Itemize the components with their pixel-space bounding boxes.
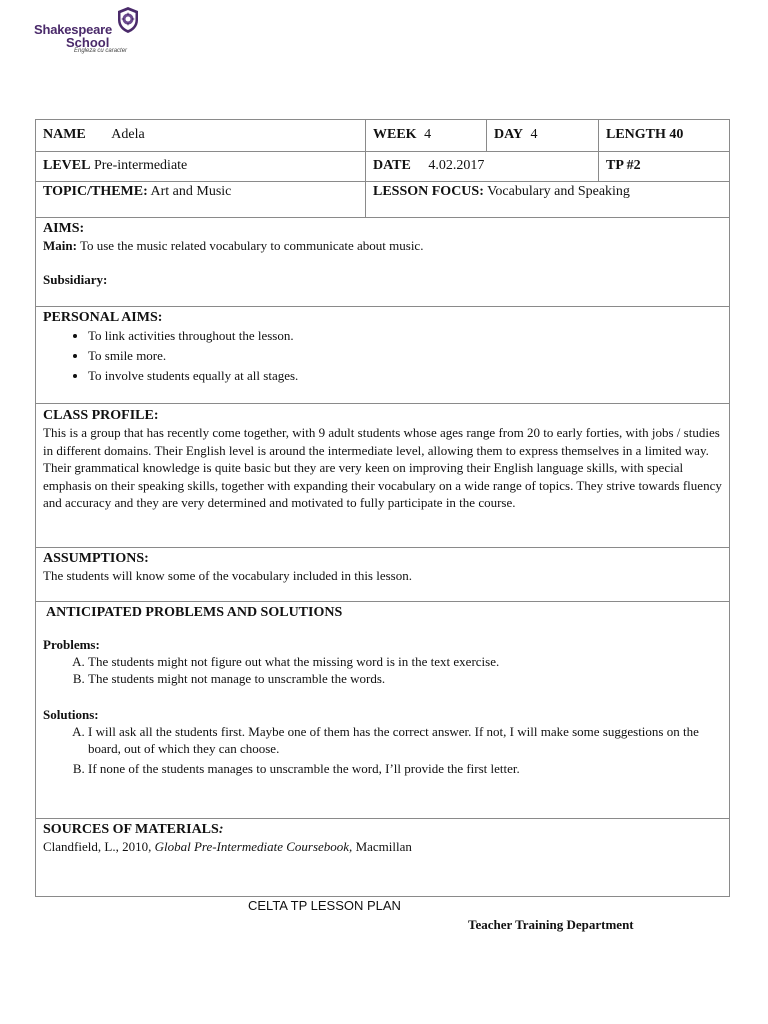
document-title: CELTA TP LESSON PLAN xyxy=(248,898,401,913)
date-value: 4.02.2017 xyxy=(428,158,485,173)
tp-label: TP #2 xyxy=(606,158,641,173)
sources-section xyxy=(36,819,730,897)
aims-section xyxy=(36,218,730,307)
topic-value: Art and Music xyxy=(150,184,232,199)
week-cell xyxy=(366,120,487,152)
coursebook-title: Global Pre-Intermediate Coursebook, xyxy=(154,839,353,854)
name-label: NAME xyxy=(43,127,86,142)
main-aim-label: Main: xyxy=(43,238,77,253)
personal-aims-section xyxy=(36,307,730,404)
length-cell xyxy=(599,120,730,152)
focus-label: LESSON FOCUS: xyxy=(373,184,484,199)
school-logo xyxy=(32,6,152,56)
topic-cell xyxy=(36,182,366,218)
main-aim-text: To use the music related vocabulary to communicate about music. xyxy=(79,238,424,253)
week-label: WEEK xyxy=(373,127,417,142)
level-value: Pre-intermediate xyxy=(93,158,188,173)
logo-tagline: Engleza cu caracter xyxy=(74,48,128,54)
length-value: 40 xyxy=(669,127,684,142)
list-item: A. The students might not figure out what the missing word is in the text exercise. xyxy=(88,653,722,670)
day-value: 4 xyxy=(530,127,538,142)
problems-label: Problems: xyxy=(43,637,100,652)
aims-title: AIMS: xyxy=(43,221,85,236)
level-label: LEVEL xyxy=(43,158,91,173)
problems-solutions-section xyxy=(36,602,730,819)
day-label: DAY xyxy=(494,127,524,142)
sources-citation: Clandfield, L., 2010, Global Pre-Intermediate Coursebook, Macmillan xyxy=(43,839,412,854)
level-cell xyxy=(36,152,366,182)
list-item: • To smile more. xyxy=(88,348,722,364)
list-item: • To link activities throughout the lesson. xyxy=(88,328,722,344)
list-item: A. I will ask all the students first. Maybe one of them has the correct answer. If not, I will make some suggestions on the board, out of which they can choose. xyxy=(88,723,722,757)
assumptions-text: The students will know some of the vocabulary included in this lesson. xyxy=(43,568,412,583)
list-item: B. The students might not manage to unscramble the words. xyxy=(88,670,722,687)
tp-cell xyxy=(599,152,730,182)
crest-icon xyxy=(116,6,140,34)
assumptions-section xyxy=(36,548,730,602)
topic-label: TOPIC/THEME: xyxy=(43,184,148,199)
week-value: 4 xyxy=(424,127,432,142)
focus-value: Vocabulary and Speaking xyxy=(487,184,630,199)
focus-cell xyxy=(366,182,730,218)
date-cell xyxy=(366,152,599,182)
assumptions-title: ASSUMPTIONS: xyxy=(43,551,149,566)
name-cell xyxy=(36,120,366,152)
solutions-list xyxy=(43,723,722,777)
list-item: B. If none of the students manages to unscramble the word, I’ll provide the first letter. xyxy=(88,760,722,777)
sources-title: SOURCES OF MATERIALS: xyxy=(43,822,224,837)
name-value: Adela xyxy=(111,127,145,142)
day-cell xyxy=(487,120,599,152)
logo-name-line2: School xyxy=(66,35,110,50)
personal-aims-list xyxy=(43,328,722,384)
logo-name-line1: Shakespeare xyxy=(34,22,113,37)
solutions-label: Solutions: xyxy=(43,707,99,722)
date-label: DATE xyxy=(373,158,411,173)
length-label: LENGTH xyxy=(606,127,666,142)
problems-list xyxy=(43,653,722,687)
personal-aims-title: PERSONAL AIMS: xyxy=(43,310,163,325)
department-name: Teacher Training Department xyxy=(468,917,634,932)
problems-solutions-title: ANTICIPATED PROBLEMS AND SOLUTIONS xyxy=(46,605,343,620)
lesson-plan-table xyxy=(35,119,730,897)
list-item: • To involve students equally at all stages. xyxy=(88,368,722,384)
class-profile-title: CLASS PROFILE: xyxy=(43,408,159,423)
class-profile-text: This is a group that has recently come together, with 9 adult students whose ages range from 20 to early forties, with jobs / studies in different domains. Their English level is around the intermediate level, allowing them to express themselves in a limited way. Their grammatical knowledge is quite basic but they are very keen on improving their English language skills, with special emphasis on their speaking skills, together with expanding their vocabulary on a wide range of topics. They strive towards fluency and accuracy and they are very determined and motivated to fully participate in the course. xyxy=(43,425,722,511)
class-profile-section xyxy=(36,404,730,548)
subsidiary-aim-label: Subsidiary: xyxy=(43,272,108,287)
